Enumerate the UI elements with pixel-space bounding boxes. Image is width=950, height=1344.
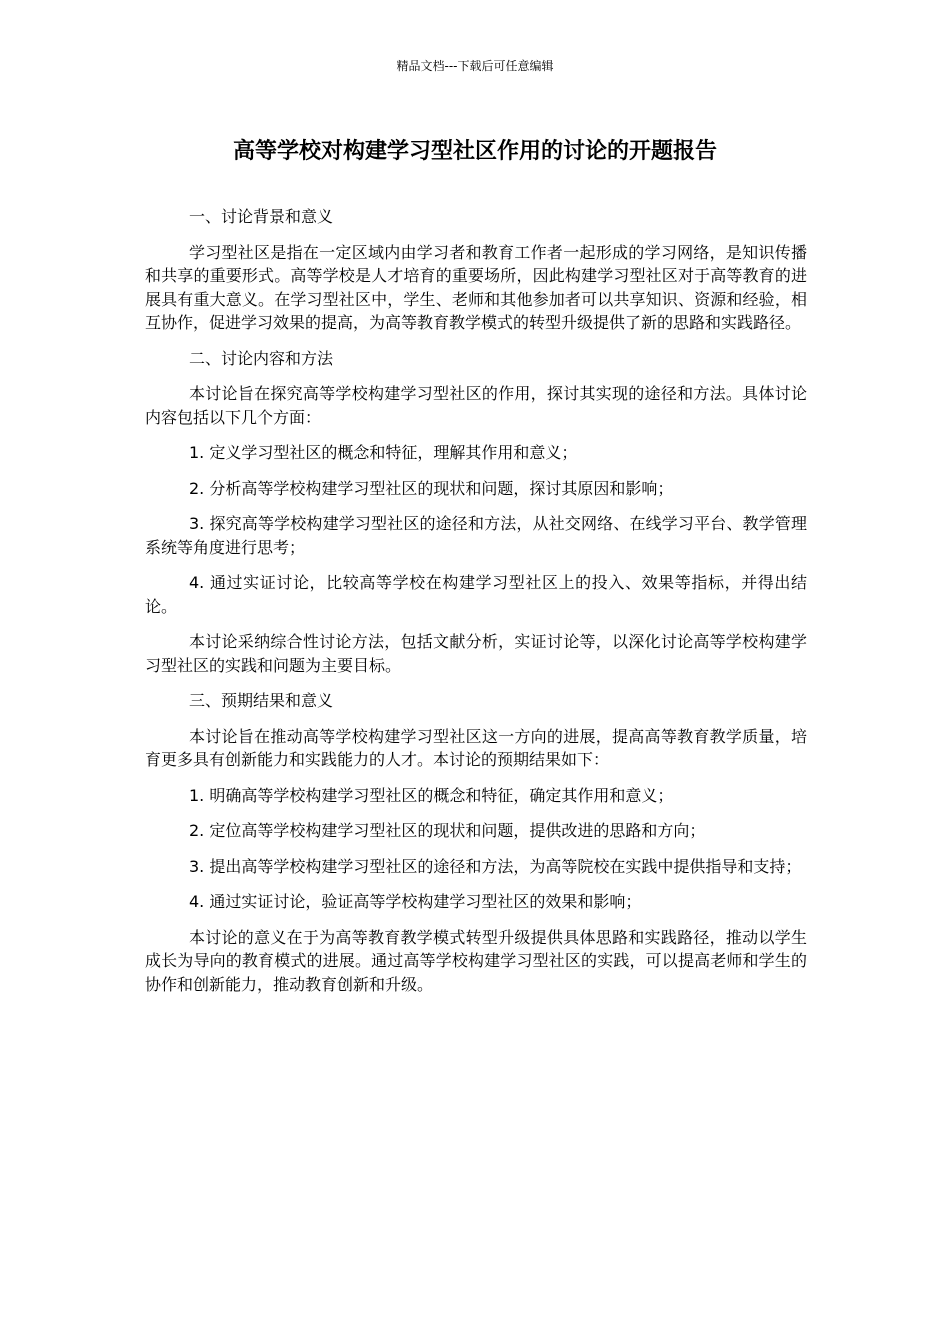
paragraph-significance: 本讨论的意义在于为高等教育教学模式转型升级提供具体思路和实践路径，推动以学生成长为导向的教育模式的进展。通过高等学校构建学习型社区的实践，可以提高老师和学生的协作和创新能力，推动教育创新和升级。 <box>145 927 807 994</box>
list-item-result-3: 3. 提出高等学校构建学习型社区的途径和方法，为高等院校在实践中提供指导和支持； <box>189 856 802 876</box>
document-body <box>145 205 807 1008</box>
paragraph-background: 学习型社区是指在一定区域内由学习者和教育工作者一起形成的学习网络，是知识传播和共享的重要形式。高等学校是人才培育的重要场所，因此构建学习型社区对于高等教育的进展具有重大意义。在学习型社区中，学生、老师和其他参加者可以共享知识、资源和经验，相互协作，促进学习效果的提高，为高等教育教学模式的转型升级提供了新的思路和实践路径。 <box>145 242 807 332</box>
list-item-result-2: 2. 定位高等学校构建学习型社区的现状和问题，提供改进的思路和方向； <box>189 821 706 840</box>
paragraph-method: 本讨论采纳综合性讨论方法，包括文献分析，实证讨论等，以深化讨论高等学校构建学习型社区的实践和问题为主要目标。 <box>145 632 807 675</box>
document-title: 高等学校对构建学习型社区作用的讨论的开题报告 <box>232 139 717 164</box>
header-note: 精品文档---下载后可任意编辑 <box>396 59 554 73</box>
section-heading-results: 三、预期结果和意义 <box>189 691 334 710</box>
list-item-content-4: 4. 通过实证讨论，比较高等学校在构建学习型社区上的投入、效果等指标，并得出结论。 <box>145 573 807 616</box>
list-item-content-2: 2. 分析高等学校构建学习型社区的现状和问题，探讨其原因和影响； <box>189 478 674 498</box>
list-item-result-1: 1. 明确高等学校构建学习型社区的概念和特征，确定其作用和意义； <box>189 785 674 805</box>
paragraph-content-intro: 本讨论旨在探究高等学校构建学习型社区的作用，探讨其实现的途径和方法。具体讨论内容包括以下几个方面： <box>145 384 807 427</box>
section-heading-background: 一、讨论背景和意义 <box>189 207 334 226</box>
list-item-content-1: 1. 定义学习型社区的概念和特征，理解其作用和意义； <box>189 443 578 462</box>
paragraph-results-intro: 本讨论旨在推动高等学校构建学习型社区这一方向的进展，提高高等教育教学质量，培育更多具有创新能力和实践能力的人才。本讨论的预期结果如下： <box>145 726 807 769</box>
list-item-content-3: 3. 探究高等学校构建学习型社区的途径和方法，从社交网络、在线学习平台、教学管理系统等角度进行思考； <box>145 514 807 557</box>
list-item-result-4: 4. 通过实证讨论，验证高等学校构建学习型社区的效果和影响； <box>189 892 642 911</box>
section-heading-content-method: 二、讨论内容和方法 <box>189 348 334 368</box>
